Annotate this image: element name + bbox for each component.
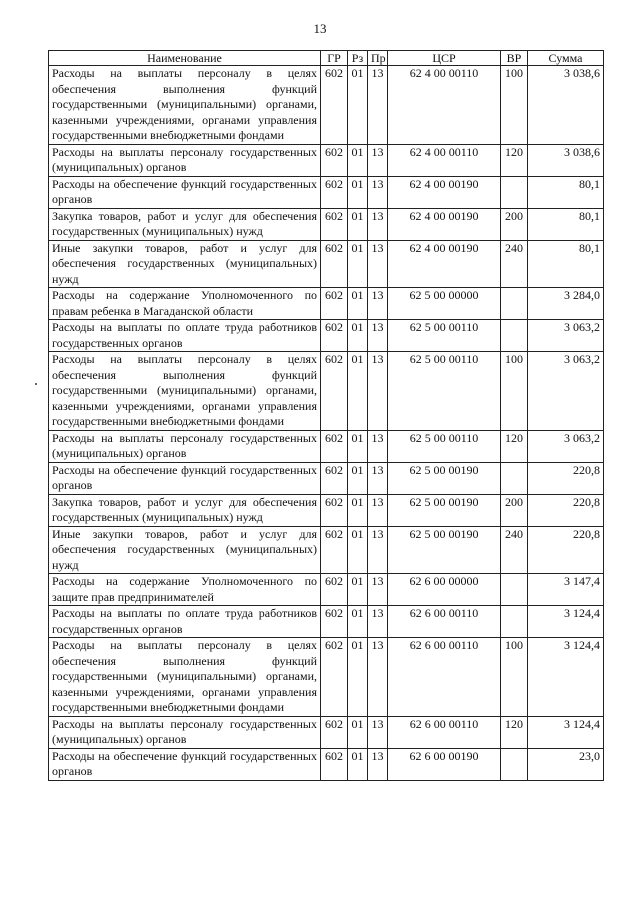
row-sum: 3 124,4 bbox=[528, 716, 604, 748]
row-pr: 13 bbox=[368, 66, 388, 145]
table-row bbox=[49, 288, 604, 320]
row-gr: 602 bbox=[321, 494, 348, 526]
row-rz: 01 bbox=[348, 144, 368, 176]
row-name: Иные закупки товаров, работ и услуг для обеспечения государственных (муниципальных) нужд bbox=[49, 526, 321, 574]
row-csr: 62 6 00 00110 bbox=[388, 716, 501, 748]
row-vr: 200 bbox=[501, 208, 528, 240]
table-row bbox=[49, 606, 604, 638]
scan-speck bbox=[35, 383, 37, 385]
row-csr: 62 6 00 00110 bbox=[388, 606, 501, 638]
row-gr: 602 bbox=[321, 208, 348, 240]
row-rz: 01 bbox=[348, 240, 368, 288]
row-pr: 13 bbox=[368, 144, 388, 176]
table-row bbox=[49, 144, 604, 176]
row-vr bbox=[501, 176, 528, 208]
row-csr: 62 5 00 00190 bbox=[388, 494, 501, 526]
row-rz: 01 bbox=[348, 352, 368, 431]
row-gr: 602 bbox=[321, 574, 348, 606]
row-vr: 240 bbox=[501, 240, 528, 288]
row-csr: 62 5 00 00110 bbox=[388, 430, 501, 462]
row-pr: 13 bbox=[368, 288, 388, 320]
row-rz: 01 bbox=[348, 288, 368, 320]
row-sum: 3 063,2 bbox=[528, 320, 604, 352]
row-name: Расходы на выплаты персоналу государственных (муниципальных) органов bbox=[49, 716, 321, 748]
row-pr: 13 bbox=[368, 574, 388, 606]
row-name: Закупка товаров, работ и услуг для обеспечения государственных (муниципальных) нужд bbox=[49, 208, 321, 240]
row-sum: 80,1 bbox=[528, 240, 604, 288]
row-pr: 13 bbox=[368, 748, 388, 780]
row-name: Расходы на выплаты персоналу в целях обеспечения выполнения функций государственными (муниципальными) органами, казенными учреждениями, органами управления государственными внебюджетными фондами bbox=[49, 66, 321, 145]
row-csr: 62 4 00 00110 bbox=[388, 144, 501, 176]
row-gr: 602 bbox=[321, 716, 348, 748]
row-gr: 602 bbox=[321, 526, 348, 574]
row-pr: 13 bbox=[368, 526, 388, 574]
row-rz: 01 bbox=[348, 574, 368, 606]
row-gr: 602 bbox=[321, 748, 348, 780]
row-rz: 01 bbox=[348, 748, 368, 780]
table-row bbox=[49, 748, 604, 780]
row-name: Расходы на обеспечение функций государственных органов bbox=[49, 748, 321, 780]
table-row bbox=[49, 352, 604, 431]
table-row bbox=[49, 526, 604, 574]
row-sum: 220,8 bbox=[528, 526, 604, 574]
row-name: Расходы на выплаты персоналу в целях обеспечения выполнения функций государственными (муниципальными) органами, казенными учреждениями, органами управления государственными внебюджетными фондами bbox=[49, 638, 321, 717]
row-csr: 62 6 00 00190 bbox=[388, 748, 501, 780]
row-sum: 3 038,6 bbox=[528, 66, 604, 145]
row-pr: 13 bbox=[368, 176, 388, 208]
row-vr: 100 bbox=[501, 352, 528, 431]
header-gr: ГР bbox=[321, 51, 348, 66]
row-rz: 01 bbox=[348, 526, 368, 574]
row-pr: 13 bbox=[368, 716, 388, 748]
row-sum: 80,1 bbox=[528, 208, 604, 240]
table-row bbox=[49, 638, 604, 717]
table-header-row bbox=[49, 51, 604, 66]
table-row bbox=[49, 176, 604, 208]
row-vr bbox=[501, 462, 528, 494]
row-gr: 602 bbox=[321, 66, 348, 145]
row-csr: 62 6 00 00000 bbox=[388, 574, 501, 606]
row-csr: 62 4 00 00190 bbox=[388, 240, 501, 288]
row-rz: 01 bbox=[348, 462, 368, 494]
row-sum: 3 063,2 bbox=[528, 352, 604, 431]
row-rz: 01 bbox=[348, 320, 368, 352]
row-rz: 01 bbox=[348, 208, 368, 240]
row-gr: 602 bbox=[321, 240, 348, 288]
row-vr: 120 bbox=[501, 144, 528, 176]
row-pr: 13 bbox=[368, 638, 388, 717]
row-csr: 62 4 00 00190 bbox=[388, 208, 501, 240]
row-csr: 62 4 00 00190 bbox=[388, 176, 501, 208]
row-vr bbox=[501, 288, 528, 320]
row-name: Иные закупки товаров, работ и услуг для обеспечения государственных (муниципальных) нужд bbox=[49, 240, 321, 288]
row-vr bbox=[501, 748, 528, 780]
row-name: Закупка товаров, работ и услуг для обеспечения государственных (муниципальных) нужд bbox=[49, 494, 321, 526]
row-gr: 602 bbox=[321, 638, 348, 717]
row-name: Расходы на содержание Уполномоченного по защите прав предпринимателей bbox=[49, 574, 321, 606]
row-csr: 62 5 00 00000 bbox=[388, 288, 501, 320]
row-pr: 13 bbox=[368, 240, 388, 288]
row-name: Расходы на содержание Уполномоченного по правам ребенка в Магаданской области bbox=[49, 288, 321, 320]
row-gr: 602 bbox=[321, 288, 348, 320]
row-pr: 13 bbox=[368, 208, 388, 240]
row-gr: 602 bbox=[321, 176, 348, 208]
header-csr: ЦСР bbox=[388, 51, 501, 66]
table-row bbox=[49, 66, 604, 145]
row-sum: 3 284,0 bbox=[528, 288, 604, 320]
row-gr: 602 bbox=[321, 462, 348, 494]
table-row bbox=[49, 494, 604, 526]
row-sum: 3 124,4 bbox=[528, 606, 604, 638]
row-sum: 3 124,4 bbox=[528, 638, 604, 717]
row-name: Расходы на выплаты персоналу государственных (муниципальных) органов bbox=[49, 430, 321, 462]
header-rz: Рз bbox=[348, 51, 368, 66]
table-row bbox=[49, 574, 604, 606]
budget-table bbox=[48, 50, 604, 781]
row-name: Расходы на выплаты персоналу государственных (муниципальных) органов bbox=[49, 144, 321, 176]
row-name: Расходы на выплаты по оплате труда работников государственных органов bbox=[49, 320, 321, 352]
table-row bbox=[49, 208, 604, 240]
row-vr: 100 bbox=[501, 638, 528, 717]
row-vr: 120 bbox=[501, 430, 528, 462]
header-vr: ВР bbox=[501, 51, 528, 66]
row-sum: 220,8 bbox=[528, 462, 604, 494]
row-rz: 01 bbox=[348, 176, 368, 208]
row-rz: 01 bbox=[348, 716, 368, 748]
row-csr: 62 5 00 00110 bbox=[388, 352, 501, 431]
row-csr: 62 6 00 00110 bbox=[388, 638, 501, 717]
row-gr: 602 bbox=[321, 606, 348, 638]
row-vr bbox=[501, 606, 528, 638]
row-pr: 13 bbox=[368, 352, 388, 431]
row-rz: 01 bbox=[348, 638, 368, 717]
row-pr: 13 bbox=[368, 462, 388, 494]
row-pr: 13 bbox=[368, 494, 388, 526]
row-gr: 602 bbox=[321, 352, 348, 431]
row-sum: 220,8 bbox=[528, 494, 604, 526]
row-name: Расходы на выплаты персоналу в целях обеспечения выполнения функций государственными (муниципальными) органами, казенными учреждениями, органами управления государственными внебюджетными фондами bbox=[49, 352, 321, 431]
header-sum: Сумма bbox=[528, 51, 604, 66]
row-vr bbox=[501, 574, 528, 606]
row-pr: 13 bbox=[368, 430, 388, 462]
row-name: Расходы на обеспечение функций государственных органов bbox=[49, 462, 321, 494]
row-vr: 240 bbox=[501, 526, 528, 574]
row-sum: 23,0 bbox=[528, 748, 604, 780]
row-vr: 120 bbox=[501, 716, 528, 748]
row-vr: 200 bbox=[501, 494, 528, 526]
table-row bbox=[49, 320, 604, 352]
row-vr: 100 bbox=[501, 66, 528, 145]
header-pr: Пр bbox=[368, 51, 388, 66]
page-number: 13 bbox=[313, 21, 327, 36]
row-gr: 602 bbox=[321, 144, 348, 176]
row-csr: 62 5 00 00190 bbox=[388, 462, 501, 494]
row-name: Расходы на выплаты по оплате труда работников государственных органов bbox=[49, 606, 321, 638]
row-sum: 3 147,4 bbox=[528, 574, 604, 606]
table-row bbox=[49, 430, 604, 462]
row-rz: 01 bbox=[348, 66, 368, 145]
row-pr: 13 bbox=[368, 606, 388, 638]
row-sum: 80,1 bbox=[528, 176, 604, 208]
row-vr bbox=[501, 320, 528, 352]
row-gr: 602 bbox=[321, 430, 348, 462]
row-rz: 01 bbox=[348, 494, 368, 526]
row-csr: 62 5 00 00190 bbox=[388, 526, 501, 574]
row-gr: 602 bbox=[321, 320, 348, 352]
table-row bbox=[49, 462, 604, 494]
row-pr: 13 bbox=[368, 320, 388, 352]
row-csr: 62 5 00 00110 bbox=[388, 320, 501, 352]
row-sum: 3 038,6 bbox=[528, 144, 604, 176]
row-name: Расходы на обеспечение функций государственных органов bbox=[49, 176, 321, 208]
table-row bbox=[49, 240, 604, 288]
row-sum: 3 063,2 bbox=[528, 430, 604, 462]
row-rz: 01 bbox=[348, 606, 368, 638]
table-row bbox=[49, 716, 604, 748]
row-rz: 01 bbox=[348, 430, 368, 462]
header-name: Наименование bbox=[49, 51, 321, 66]
row-csr: 62 4 00 00110 bbox=[388, 66, 501, 145]
